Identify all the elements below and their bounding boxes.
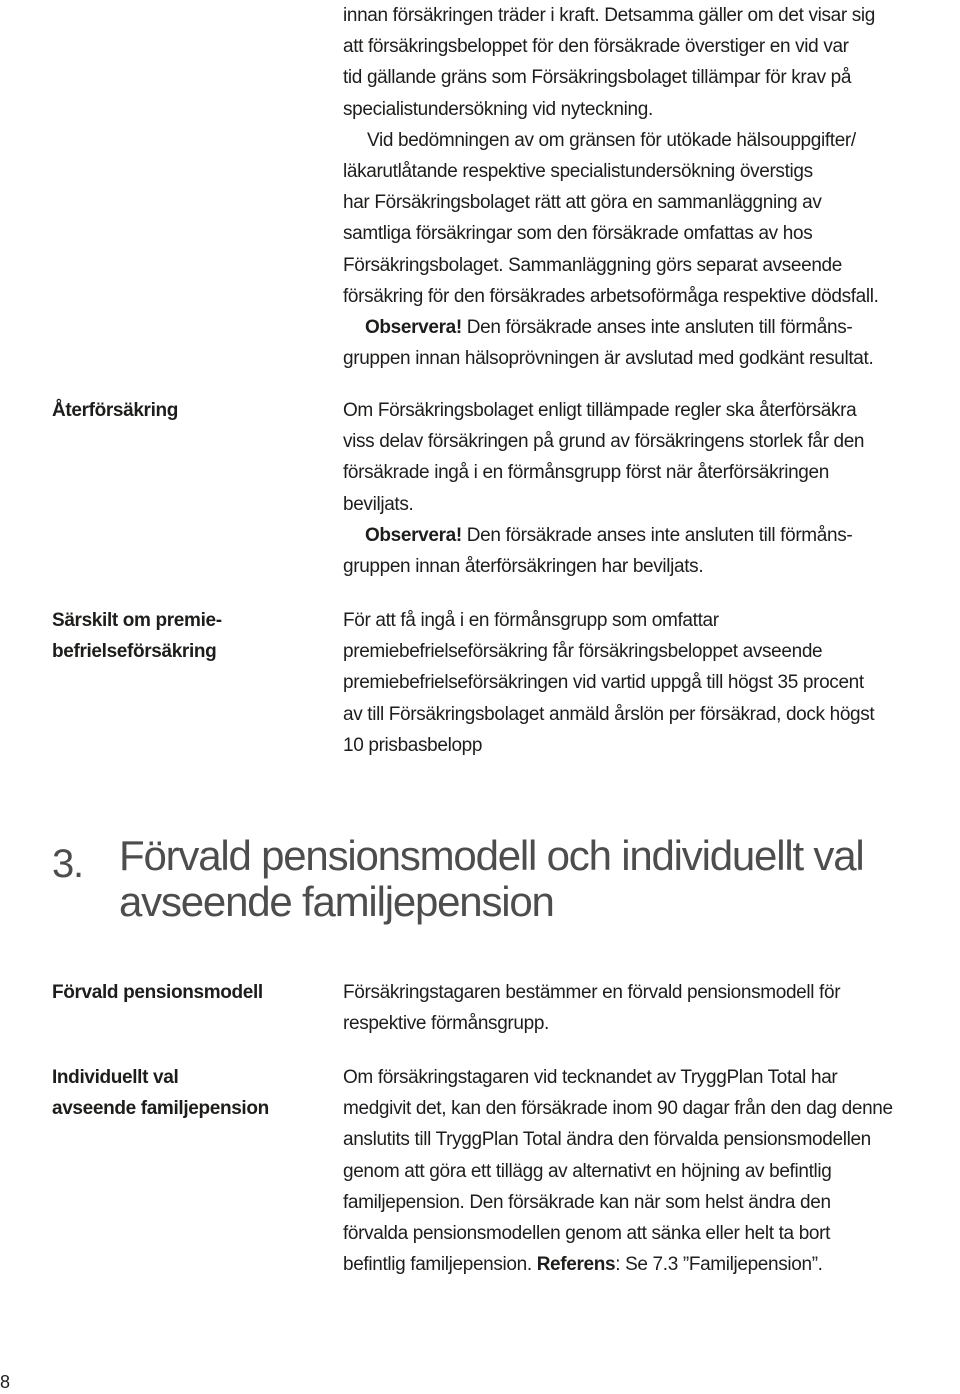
referens-label: Referens [536, 1254, 616, 1276]
text-line: innan försäkringen träder i kraft. Detsamma gäller om det visar sig [343, 5, 876, 26]
heading-text: avseende familjepension [52, 1098, 269, 1119]
text-line: samtliga försäkringar som den försäkrade omfattas av hos [343, 223, 813, 245]
text-line: premiebefrielseförsäkring får försäkringsbeloppet avseende [343, 641, 823, 663]
text-line: Om Försäkringsbolaget enligt tillämpade regler ska återförsäkra [343, 400, 857, 421]
top-paragraph-block [343, 0, 960, 374]
heading-text: befrielseförsäkring [52, 641, 217, 662]
aterforsakring-paragraph [343, 395, 960, 582]
observera-text: Den försäkrade anses inte ansluten till förmåns- [461, 317, 853, 339]
heading-aterforsakring [52, 395, 322, 426]
text-line: gruppen innan hälsoprövningen är avslutad med godkänt resultat. [343, 348, 874, 370]
text-line: läkarutlåtande respektive specialistundersökning överstigs [343, 161, 813, 183]
observera-label: Observera! [365, 317, 462, 339]
observera-note [343, 312, 960, 343]
heading-forvald-pensionsmodell [52, 977, 322, 1008]
text-line: premiebefrielseförsäkringen vid vartid uppgå till högst 35 procent [343, 672, 864, 694]
text-line: 10 prisbasbelopp [343, 734, 483, 756]
section-title [119, 833, 949, 925]
text-line: att försäkringsbeloppet för den försäkrade överstiger en vid var [343, 36, 849, 58]
section-title-line: avseende familjepension [119, 878, 554, 925]
text-segment: : Se 7.3 ”Familjepension”. [615, 1254, 823, 1276]
individuellt-paragraph [343, 1062, 960, 1280]
page-number: 8 [0, 1372, 11, 1392]
text-line: har Försäkringsbolaget rätt att göra en sammanläggning av [343, 192, 822, 214]
heading-text: Förvald pensionsmodell [52, 982, 263, 1003]
section-title-line: Förvald pensionsmodell och individuellt val [119, 832, 864, 879]
observera-text: Den försäkrade anses inte ansluten till förmåns- [461, 524, 853, 546]
text-line: gruppen innan återförsäkringen har beviljats. [343, 556, 704, 578]
heading-individuellt-val [52, 1062, 322, 1124]
text-line: specialistundersökning vid nyteckning. [343, 98, 653, 120]
text-line: förvalda pensionsmodellen genom att sänka eller helt ta bort [343, 1223, 831, 1245]
heading-text: Individuellt val [52, 1067, 179, 1088]
text-segment: befintlig familjepension. [343, 1254, 537, 1276]
heading-text: Återförsäkring [52, 400, 179, 421]
text-line: Om försäkringstagaren vid tecknandet av TryggPlan Total har [343, 1067, 838, 1088]
heading-premiebefrielse [52, 605, 322, 667]
reference-line [343, 1249, 960, 1280]
premiebefrielse-paragraph [343, 605, 960, 761]
text-line: viss delav försäkringen på grund av försäkringens storlek får den [343, 431, 865, 453]
observera-label: Observera! [365, 524, 462, 546]
observera-note [343, 520, 960, 551]
heading-text: Särskilt om premie- [52, 610, 222, 631]
text-line: medgivit det, kan den försäkrade inom 90 dagar från den dag denne [343, 1098, 893, 1120]
text-line: genom att göra ett tillägg av alternativt en höjning av befintlig [343, 1160, 832, 1182]
text-line: anslutits till TryggPlan Total ändra den förvalda pensionsmodellen [343, 1129, 871, 1151]
text-line: försäkring för den försäkrades arbetsoförmåga respektive dödsfall. [343, 285, 879, 307]
text-line: Vid bedömningen av om gränsen för utökade hälsouppgifter/ [367, 129, 856, 151]
text-line: beviljats. [343, 493, 414, 515]
text-line: Försäkringstagaren bestämmer en förvald pensionsmodell för [343, 982, 841, 1003]
text-line: För att få ingå i en förmånsgrupp som omfattar [343, 610, 719, 631]
text-line: respektive förmånsgrupp. [343, 1013, 549, 1035]
text-line: familjepension. Den försäkrade kan när som helst ändra den [343, 1191, 831, 1213]
forvald-paragraph [343, 977, 960, 1039]
section-number: 3. [52, 842, 83, 886]
text-line: av till Försäkringsbolaget anmäld årslön per försäkrad, dock högst [343, 703, 875, 725]
text-line: Försäkringsbolaget. Sammanläggning görs separat avseende [343, 254, 842, 276]
text-line: tid gällande gräns som Försäkringsbolaget tillämpar för krav på [343, 67, 852, 89]
text-line: försäkrade ingå i en förmånsgrupp först när återförsäkringen [343, 462, 829, 484]
